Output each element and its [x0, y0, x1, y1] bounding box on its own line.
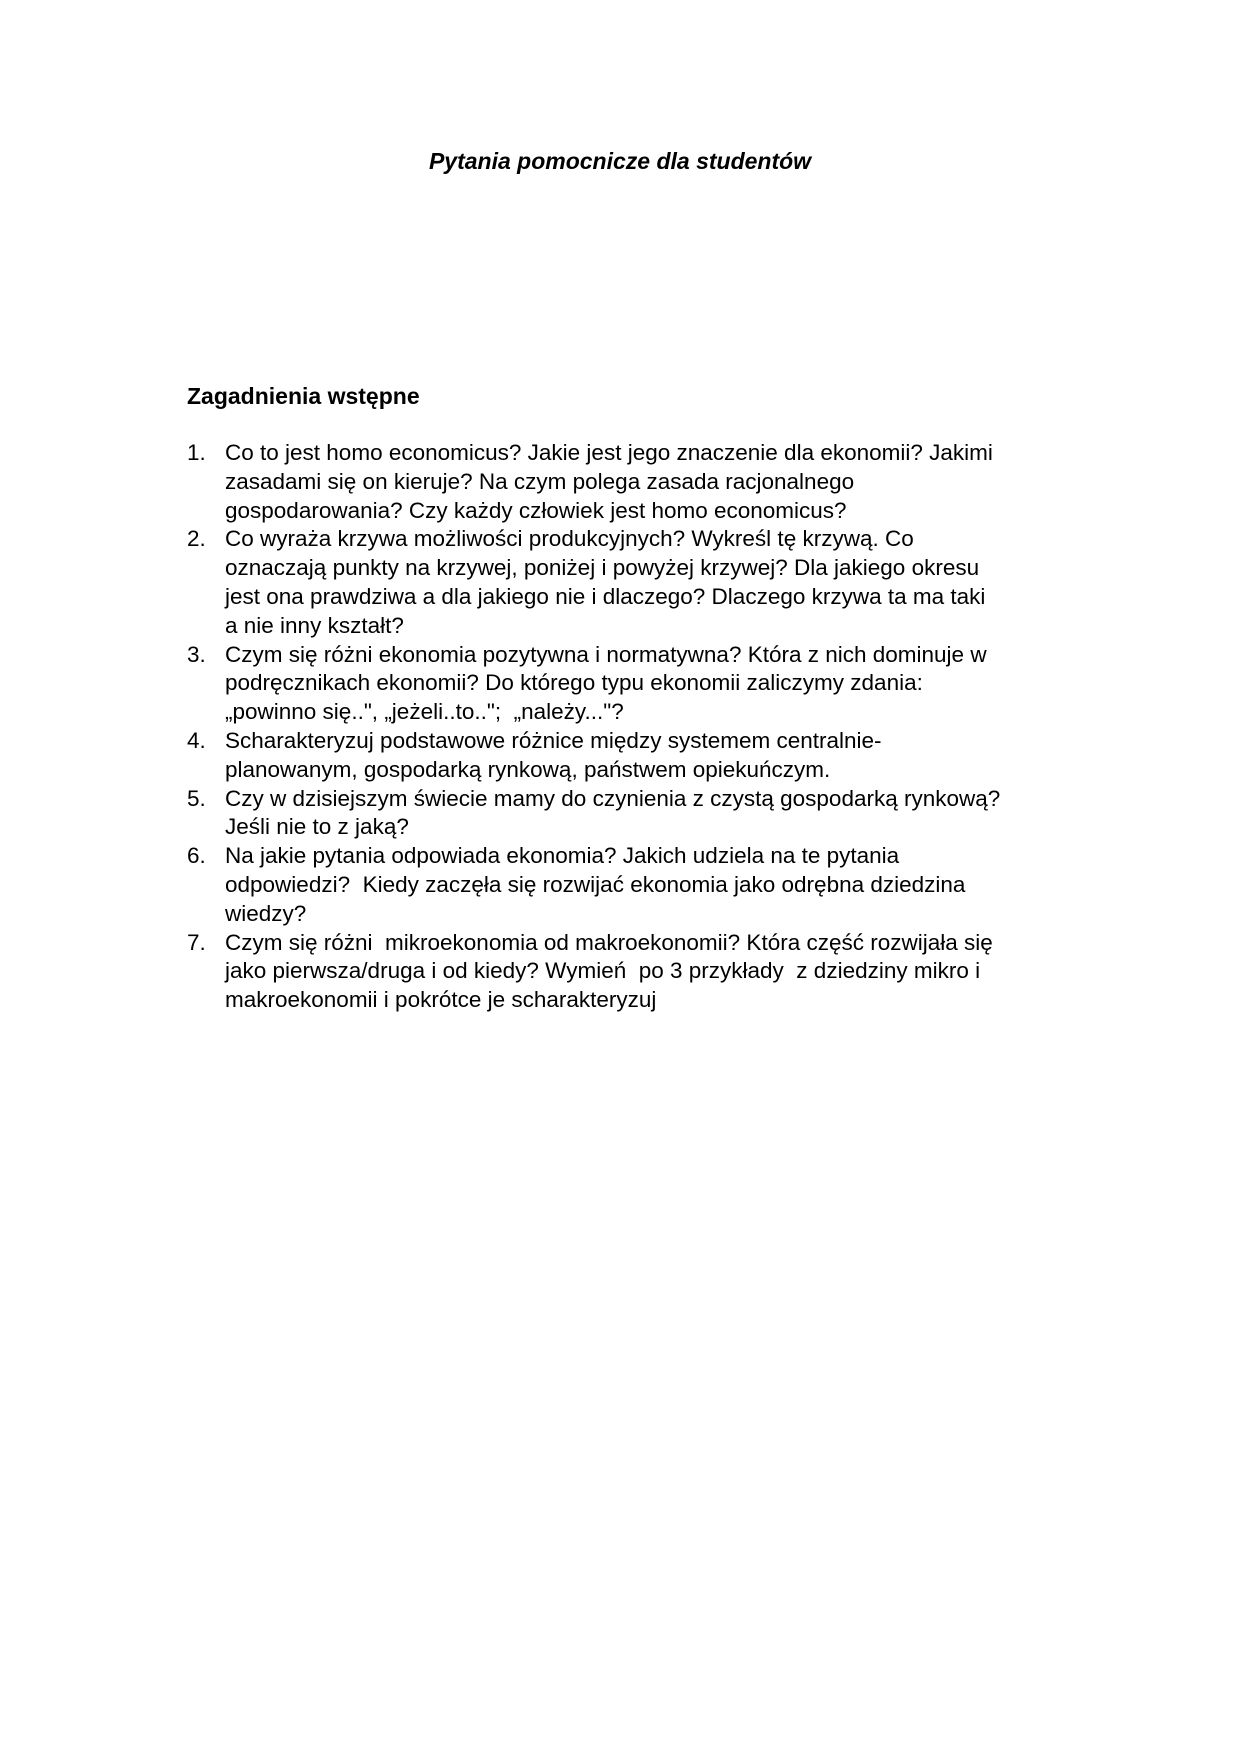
question-number: 3.	[187, 641, 206, 667]
question-text-line: Czym się różni mikroekonomia od makroekonomii? Która część rozwijała się	[225, 929, 993, 955]
question-text-line: Na jakie pytania odpowiada ekonomia? Jakich udziela na te pytania	[225, 843, 900, 869]
question-text-line: jest ona prawdziwa a dla jakiego nie i dlaczego? Dlaczego krzywa ta ma taki	[225, 583, 986, 609]
question-item-3	[187, 641, 1107, 727]
document-title: Pytania pomocnicze dla studentów	[428, 148, 812, 174]
question-text-line: Czy w dzisiejszym świecie mamy do czynienia z czystą gospodarką rynkową?	[225, 785, 1001, 811]
question-text-line: podręcznikach ekonomii? Do którego typu ekonomii zaliczymy zdania:	[225, 670, 923, 696]
question-text-line: zasadami się on kieruje? Na czym polega zasada racjonalnego	[225, 468, 855, 494]
section-heading: Zagadnienia wstępne	[187, 383, 420, 409]
question-text-line: odpowiedzi? Kiedy zaczęła się rozwijać ekonomia jako odrębna dziedzina	[225, 871, 966, 897]
question-number: 1.	[187, 440, 206, 465]
question-text-line: Scharakteryzuj podstawowe różnice między systemem centralnie-	[225, 727, 882, 753]
question-number: 2.	[187, 526, 206, 552]
question-text-line: Czym się różni ekonomia pozytywna i normatywna? Która z nich dominuje w	[225, 641, 987, 667]
question-item-6	[187, 842, 1107, 928]
question-text-line: Co to jest homo economicus? Jakie jest jego znaczenie dla ekonomii? Jakimi	[225, 440, 993, 465]
question-item-5	[187, 785, 1107, 843]
question-text-line: a nie inny kształt?	[225, 612, 404, 638]
question-text-line: jako pierwsza/druga i od kiedy? Wymień po 3 przykłady z dziedziny mikro i	[225, 958, 981, 984]
question-text-line: makroekonomii i pokrótce je scharakteryzuj	[225, 987, 657, 1013]
question-number: 7.	[187, 929, 206, 955]
question-item-7	[187, 929, 1107, 1015]
question-number: 6.	[187, 843, 206, 869]
question-item-4	[187, 727, 1107, 785]
question-text-line: „powinno się..", „jeżeli..to.."; „należy..."?	[225, 699, 624, 725]
question-number: 4.	[187, 727, 206, 753]
question-text-line: wiedzy?	[225, 900, 307, 926]
question-list	[187, 439, 1107, 1015]
question-text-line: Co wyraża krzywa możliwości produkcyjnych? Wykreśl tę krzywą. Co	[225, 526, 914, 552]
question-item-1	[187, 439, 1107, 525]
question-text-line: planowanym, gospodarką rynkową, państwem opiekuńczym.	[225, 756, 831, 782]
question-number: 5.	[187, 785, 206, 811]
question-text-line: Jeśli nie to z jaką?	[225, 814, 409, 840]
question-text-line: gospodarowania? Czy każdy człowiek jest homo economicus?	[225, 497, 847, 523]
question-item-2	[187, 525, 1107, 640]
question-text-line: oznaczają punkty na krzywej, poniżej i powyżej krzywej? Dla jakiego okresu	[225, 555, 980, 581]
